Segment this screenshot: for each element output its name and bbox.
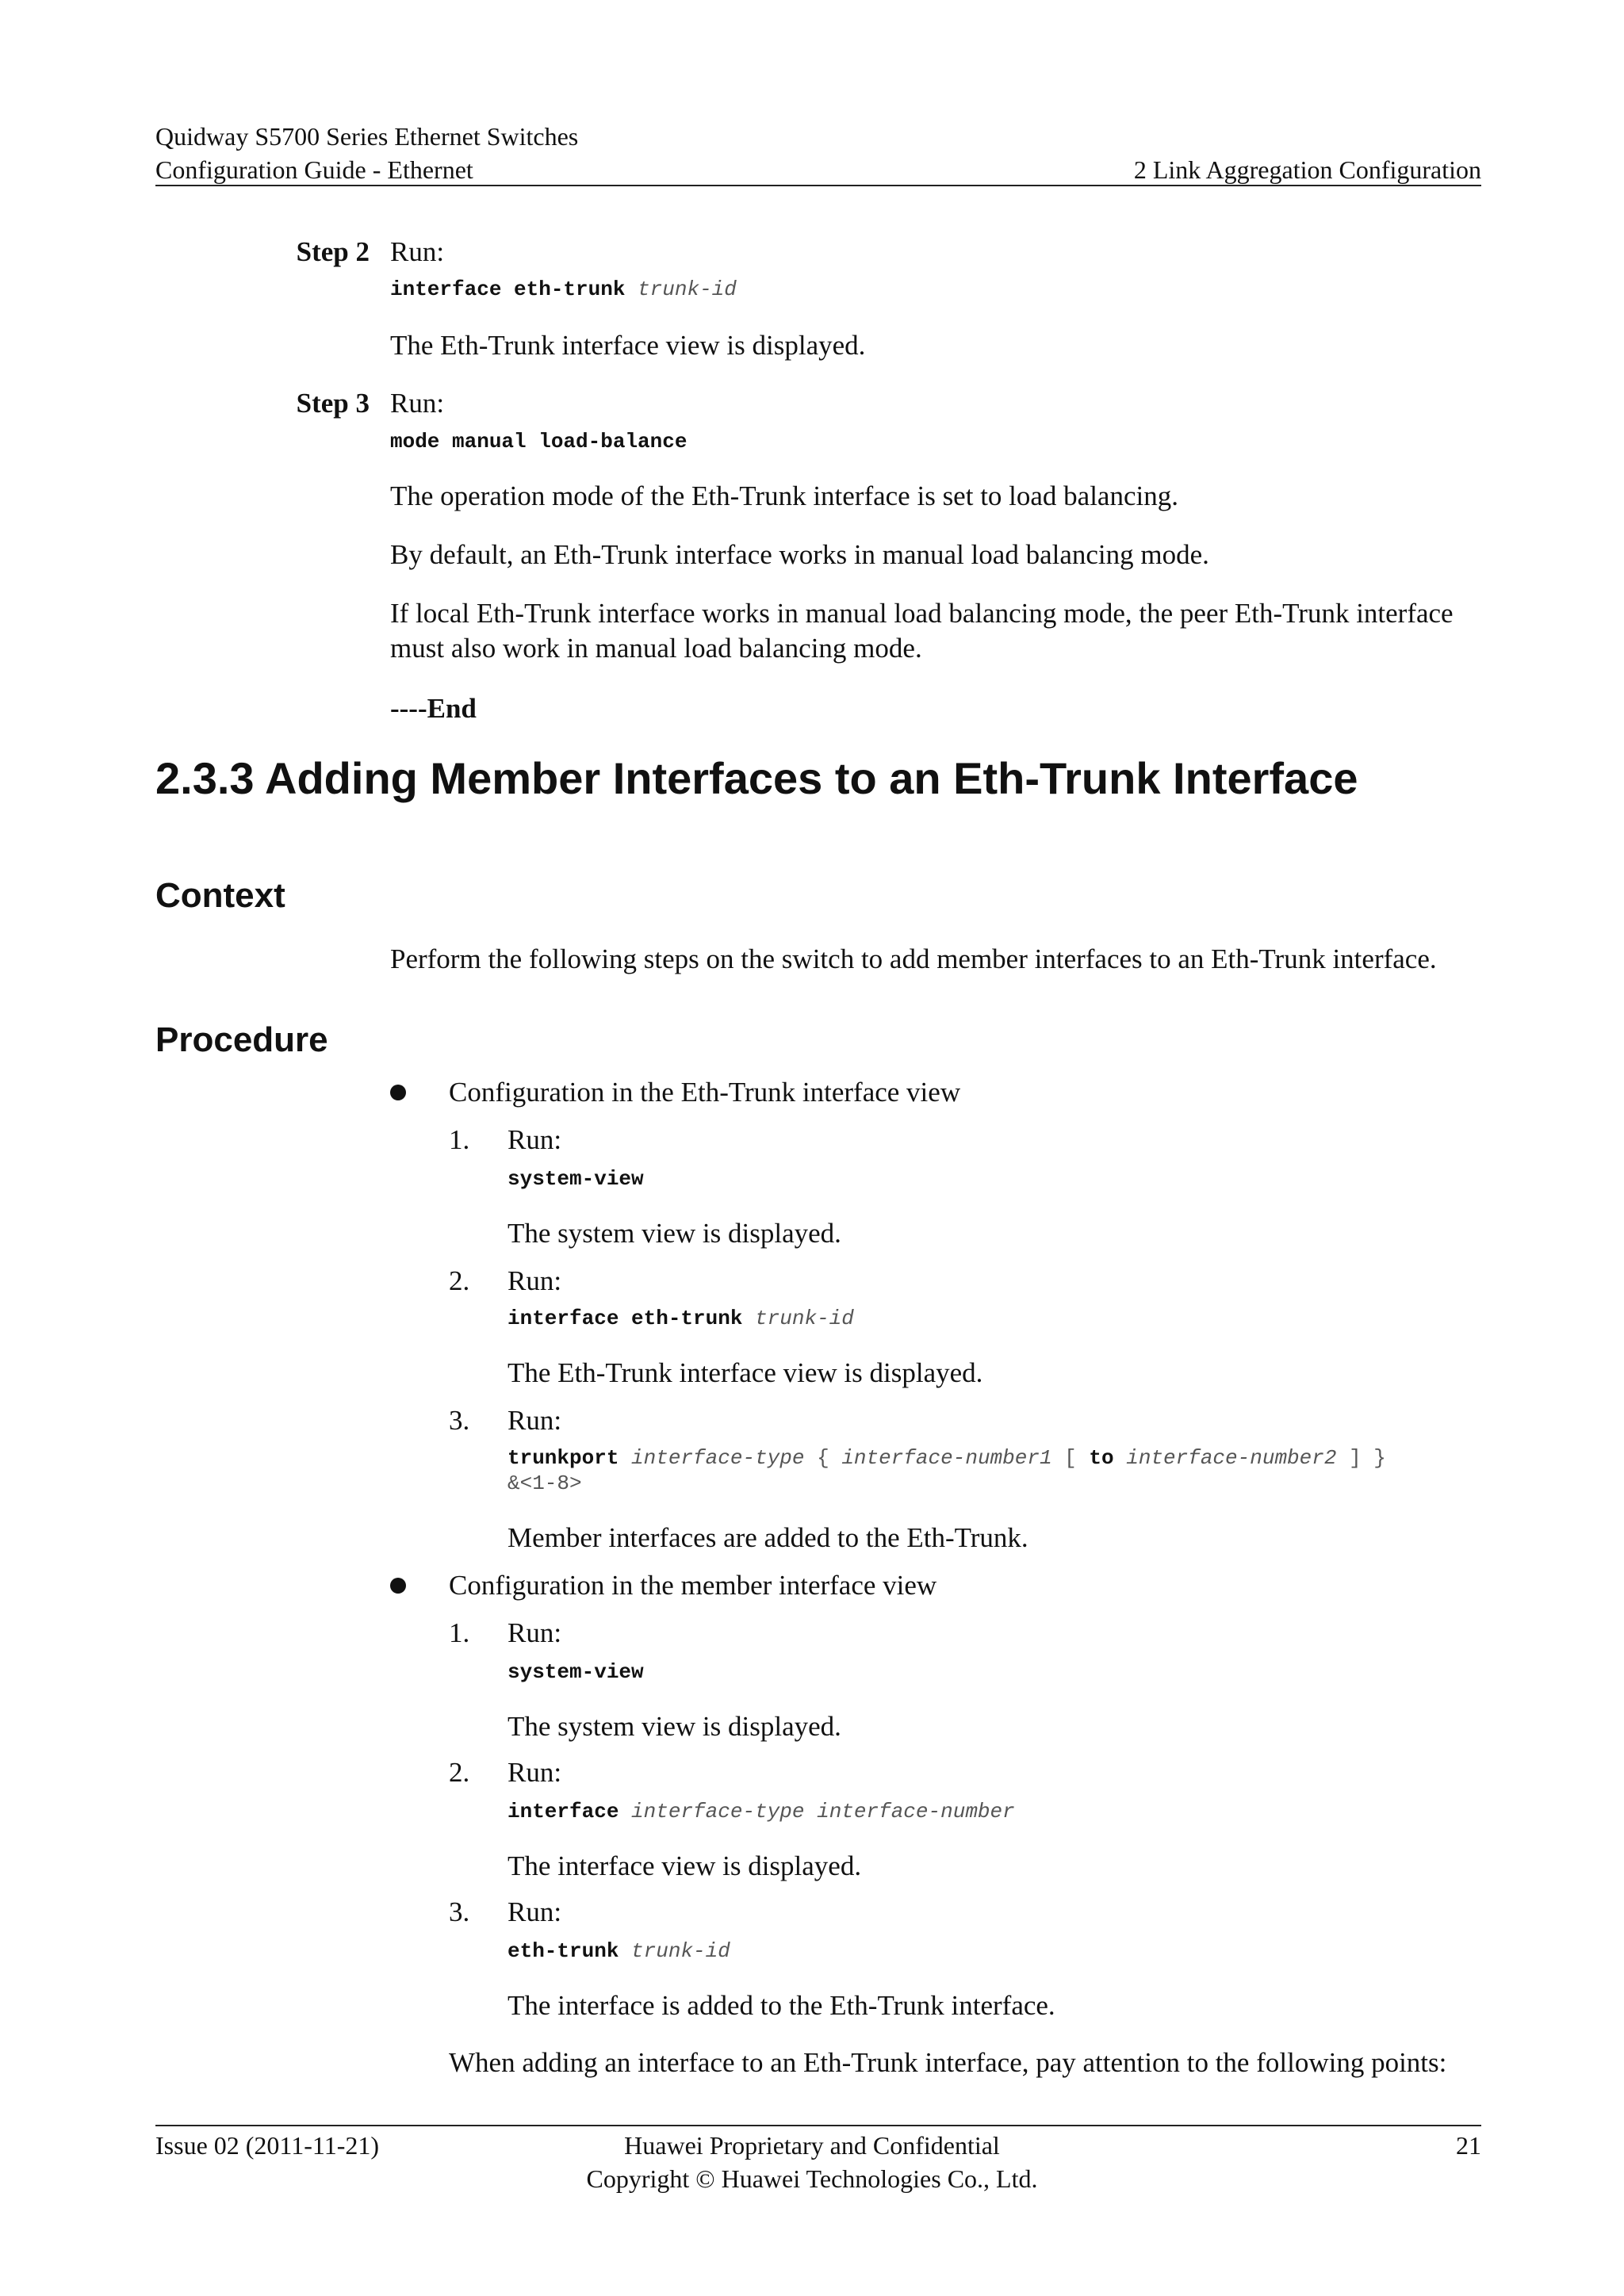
b2-item-3-command bbox=[508, 1938, 730, 1965]
b1-item-1-number: 1. bbox=[449, 1124, 470, 1155]
header-title: Quidway S5700 Series Ethernet Switches bbox=[155, 122, 579, 151]
b2-item-1-command bbox=[508, 1659, 644, 1686]
footer-confidential: Huawei Proprietary and Confidential bbox=[624, 2131, 1000, 2160]
command-keyword: eth-trunk bbox=[508, 1939, 619, 1963]
b2-item-1-description: The system view is displayed. bbox=[508, 1711, 841, 1742]
header-rule bbox=[155, 185, 1481, 186]
command-keyword: to bbox=[1089, 1446, 1114, 1470]
b2-item-3-description: The interface is added to the Eth-Trunk interface. bbox=[508, 1990, 1055, 2021]
command-parameter: interface-number1 bbox=[841, 1446, 1052, 1470]
b2-item-2-description: The interface view is displayed. bbox=[508, 1850, 862, 1881]
step-3-run: Run: bbox=[390, 388, 445, 419]
b1-item-3-run: Run: bbox=[508, 1405, 562, 1436]
procedure-heading: Procedure bbox=[155, 1020, 328, 1059]
command-parameter: trunk-id bbox=[638, 277, 737, 301]
command-parameter: interface-type interface-number bbox=[631, 1800, 1015, 1823]
b2-item-2-command bbox=[508, 1798, 1015, 1825]
b2-item-2-number: 2. bbox=[449, 1757, 470, 1788]
footer-rule bbox=[155, 2125, 1481, 2126]
bullet-1 bbox=[390, 1085, 406, 1100]
closing-note: When adding an interface to an Eth-Trunk interface, pay attention to the following points: bbox=[449, 2047, 1447, 2078]
section-title: 2.3.3 Adding Member Interfaces to an Eth-Trunk Interface bbox=[155, 753, 1358, 803]
b1-item-3-command bbox=[508, 1445, 1386, 1471]
command-parameter: trunk-id bbox=[631, 1939, 730, 1963]
b1-item-1-description: The system view is displayed. bbox=[508, 1218, 841, 1249]
footer-page-number: 21 bbox=[1456, 2131, 1481, 2160]
step-3-paragraph-2: By default, an Eth-Trunk interface works in manual load balancing mode. bbox=[390, 539, 1209, 570]
command-parameter: interface-type bbox=[631, 1446, 805, 1470]
b1-item-2-run: Run: bbox=[508, 1265, 562, 1296]
step-3-paragraph-3-line-1: If local Eth-Trunk interface works in manual load balancing mode, the peer Eth-Trunk interface bbox=[390, 598, 1454, 629]
command-brace: { bbox=[817, 1446, 829, 1470]
step-2-description: The Eth-Trunk interface view is displayed. bbox=[390, 330, 866, 361]
b2-item-1-number: 1. bbox=[449, 1617, 470, 1648]
end-marker: ----End bbox=[390, 693, 477, 724]
step-3-label: Step 3 bbox=[296, 388, 370, 419]
command-keyword: trunkport bbox=[508, 1446, 619, 1470]
command-keyword: mode manual load-balance bbox=[390, 430, 688, 453]
b1-item-3-description: Member interfaces are added to the Eth-Trunk. bbox=[508, 1522, 1028, 1553]
footer-issue: Issue 02 (2011-11-21) bbox=[155, 2131, 380, 2160]
bullet-2-title: Configuration in the member interface view bbox=[449, 1570, 937, 1601]
context-text: Perform the following steps on the switch to add member interfaces to an Eth-Trunk interface. bbox=[390, 943, 1437, 974]
command-bracket: [ bbox=[1064, 1446, 1077, 1470]
step-3-paragraph-3-line-2: must also work in manual load balancing mode. bbox=[390, 633, 922, 664]
b1-item-3-command-line-2 bbox=[508, 1470, 582, 1497]
command-parameter: interface-number2 bbox=[1126, 1446, 1337, 1470]
b2-item-3-number: 3. bbox=[449, 1896, 470, 1927]
b2-item-3-run: Run: bbox=[508, 1896, 562, 1927]
b2-item-2-run: Run: bbox=[508, 1757, 562, 1788]
command-keyword: system-view bbox=[508, 1167, 644, 1191]
step-3-command bbox=[390, 428, 687, 455]
command-keyword: interface bbox=[508, 1800, 619, 1823]
command-keyword: interface eth-trunk bbox=[390, 277, 626, 301]
b1-item-3-number: 3. bbox=[449, 1405, 470, 1436]
b1-item-2-description: The Eth-Trunk interface view is displayed. bbox=[508, 1357, 983, 1388]
b1-item-2-number: 2. bbox=[449, 1265, 470, 1296]
command-bracket-close: ] } bbox=[1349, 1446, 1386, 1470]
header-chapter: 2 Link Aggregation Configuration bbox=[1133, 155, 1481, 184]
b2-item-1-run: Run: bbox=[508, 1617, 562, 1648]
header-subtitle: Configuration Guide - Ethernet bbox=[155, 155, 473, 184]
footer-copyright: Copyright © Huawei Technologies Co., Ltd. bbox=[586, 2164, 1038, 2193]
command-parameter: trunk-id bbox=[755, 1307, 854, 1330]
command-repeat: &<1-8> bbox=[508, 1471, 582, 1495]
b1-item-2-command bbox=[508, 1305, 854, 1332]
step-2-command bbox=[390, 276, 737, 303]
b1-item-1-run: Run: bbox=[508, 1124, 562, 1155]
step-2-run: Run: bbox=[390, 236, 445, 267]
step-2-label: Step 2 bbox=[296, 236, 370, 267]
command-keyword: interface eth-trunk bbox=[508, 1307, 743, 1330]
b1-item-1-command bbox=[508, 1165, 644, 1192]
context-heading: Context bbox=[155, 876, 285, 915]
command-keyword: system-view bbox=[508, 1660, 644, 1684]
bullet-1-title: Configuration in the Eth-Trunk interface view bbox=[449, 1077, 961, 1108]
bullet-2 bbox=[390, 1578, 406, 1594]
step-3-paragraph-1: The operation mode of the Eth-Trunk interface is set to load balancing. bbox=[390, 480, 1178, 511]
